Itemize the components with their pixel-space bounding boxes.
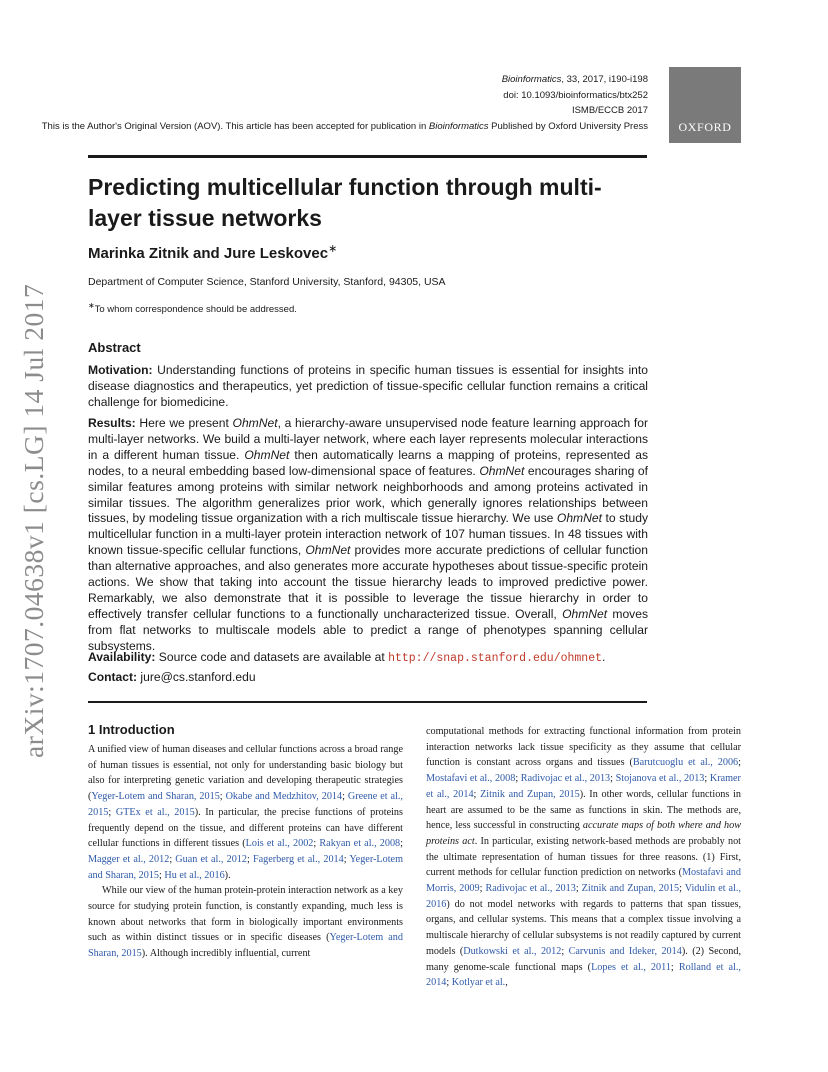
intro-paragraph-2: While our view of the human protein-protein interaction network as a key source for studying protein function, is constantly expanding, much less is known about networks that form in biologically important environments such as within distinct tissues or in specific diseases (Yeger-Lotem and Sharan, 2015). Although incredibly influential, current [88,885,403,960]
citation-link[interactable]: Kramer et al., 2014 [426,773,741,800]
abstract-results: Results: Here we present OhmNet, a hierarchy-aware unsupervised node feature learning approach for multi-layer networks. We build a multi-layer network, where each layer represents molecular interactions in a different human tissue. OhmNet then automatically learns a mapping of proteins, represented as nodes, to a neural embedding based low-dimensional space of features. OhmNet encourages sharing of similar features among proteins with similar network neighborhoods and among proteins activated in similar tissues. The algorithm generalizes prior work, which generally ignores relationships between tissues, by modeling tissue organization with a rich multiscale tissue hierarchy. We use OhmNet to study multicellular function in a multi-layer protein interaction network of 107 human tissues. In 48 tissues with known tissue-specific cellular functions, OhmNet provides more accurate predictions of cellular function than alternative approaches, and also generates more accurate hypotheses about tissue-specific protein actions. We show that taking into account the tissue hierarchy leads to improved predictive power. Remarkably, we also demonstrate that it is possible to leverage the tissue hierarchy in order to effectively transfer cellular functions to a functionally uncharacterized tissue. Overall, OhmNet moves from flat networks to multiscale models able to predict a range of phenotypes spanning cellular subsystems. [88,416,649,653]
citation-link[interactable]: Zitnik and Zupan, 2015 [581,883,680,895]
abstract-motivation: Motivation: Understanding functions of proteins in specific human tissues is essential for insights into disease diagnostics and therapeutics, yet prediction of tissue-specific cellular function remains a critical challenge for biomedicine. [88,363,648,409]
citation-link[interactable]: Kotlyar et al. [451,977,506,989]
correspondence-note: ∗To whom correspondence should be addressed. [88,301,297,316]
citation-link[interactable]: Vidulin et al., 2016 [426,883,741,910]
citation-link[interactable]: Rolland et al., 2014 [426,961,741,989]
citation-link[interactable]: Dutkowski et al., 2012 [463,945,562,957]
arxiv-identifier-stamp: arXiv:1707.04638v1 [cs.LG] 14 Jul 2017 [18,283,49,758]
citation-link[interactable]: Greene et al., 2015 [88,791,403,818]
citation-link[interactable]: Mostafavi and Morris, 2009 [426,867,741,895]
citation-link[interactable]: Yeger-Lotem and Sharan, 2015 [88,853,403,881]
citation-link[interactable]: GTEx et al., 2015 [115,806,195,818]
citation-link[interactable]: Guan et al., 2012 [175,853,247,865]
citation-link[interactable]: Zitnik and Zupan, 2015 [480,788,580,800]
citation-link[interactable]: Lopes et al., 2011 [591,961,671,973]
abstract-availability: Availability: Source code and datasets are available at http://snap.stanford.edu/ohmnet. [88,650,606,665]
abstract-contact: Contact: jure@cs.stanford.edu [88,670,256,684]
journal-citation: Bioinformatics, 33, 2017, i190-i198 [501,74,648,85]
citation-link[interactable]: Rakyan et al., 2008 [319,838,401,850]
body-column-left [88,742,403,962]
body-column-right [426,724,741,991]
intro-paragraph-3: computational methods for extracting functional information from protein interaction networks lack tissue specificity as they assume that cellular function is constant across organs and tissues (Barutcuoglu et al., 2006; Mostafavi et al., 2008; Radivojac et al., 2013; Stojanova et al., 2013; Kramer et al., 2014; Zitnik and Zupan, 2015). In other words, cellular functions in heart are assumed to be the same as functions in skin. The methods are, hence, less successful in constructing accurate maps of both where and how proteins act. In particular, existing network-based methods are probably not the ultimate representation of human tissues for three reasons. (1) First, current methods for cellular function prediction on networks (Mostafavi and Morris, 2009; Radivojac et al., 2013; Zitnik and Zupan, 2015; Vidulin et al., 2016) do not model networks with regards to patterns that span tissues, organs, and cellular systems. This means that a complex tissue involving a multiscale hierarchy of cellular subsystems is not readily captured by current models (Dutkowski et al., 2012; Carvunis and Ideker, 2014). (2) Second, many genome-scale functional maps (Lopes et al., 2011; Rolland et al., 2014; Kotlyar et al., [426,726,742,989]
citation-link[interactable]: Mostafavi et al., 2008 [426,773,516,785]
aov-notice: This is the Author's Original Version (AOV). This article has been accepted for publication in Bioinformatics Published by Oxford University Press [41,120,648,132]
journal-metadata [42,72,648,134]
section-heading-introduction: 1 Introduction [88,722,175,737]
citation-link[interactable]: Lois et al., 2002 [245,838,314,850]
abstract-divider [88,701,647,703]
emphasis-text: accurate maps of both where and how proteins act [426,820,741,847]
abstract-heading: Abstract [88,340,141,355]
citation-link[interactable]: Radivojac et al., 2013 [485,883,576,895]
publisher-logo: OXFORD [669,67,741,143]
citation-link[interactable]: Okabe and Medzhitov, 2014 [225,791,343,803]
paper-title: Predicting multicellular function through multi-layer tissue networks [88,174,602,231]
citation-link[interactable]: Hu et al., 2016 [164,869,225,881]
citation-link[interactable]: Carvunis and Ideker, 2014 [568,945,682,957]
author-list: Marinka Zitnik and Jure Leskovec∗ [88,243,338,262]
code-url-link[interactable]: http://snap.stanford.edu/ohmnet [388,652,602,665]
citation-link[interactable]: Radivojac et al., 2013 [520,773,611,785]
intro-paragraph-1: A unified view of human diseases and cellular functions across a broad range of human tissues is essential, not only for understanding basic biology but also for interpreting genetic variation and developing therapeutic strategies (Yeger-Lotem and Sharan, 2015; Okabe and Medzhitov, 2014; Greene et al., 2015; GTEx et al., 2015). In particular, the precise functions of proteins frequently depend on the tissue, and different proteins can have different cellular functions in different tissues (Lois et al., 2002; Rakyan et al., 2008; Magger et al., 2012; Guan et al., 2012; Fagerberg et al., 2014; Yeger-Lotem and Sharan, 2015; Hu et al., 2016). [88,744,403,881]
header-divider [88,155,647,158]
citation-link[interactable]: Stojanova et al., 2013 [615,773,705,785]
citation-link[interactable]: Yeger-Lotem and Sharan, 2015 [91,791,220,803]
author-affiliation: Department of Computer Science, Stanford University, Stanford, 94305, USA [88,276,446,288]
contact-email[interactable]: jure@cs.stanford.edu [137,670,256,684]
doi-link[interactable]: doi: 10.1093/bioinformatics/btx252 [503,89,648,101]
citation-link[interactable]: Fagerberg et al., 2014 [252,853,344,865]
conference-name: ISMB/ECCB 2017 [571,105,648,116]
citation-link[interactable]: Yeger-Lotem and Sharan, 2015 [88,932,403,960]
citation-link[interactable]: Magger et al., 2012 [88,853,170,865]
citation-link[interactable]: Barutcuoglu et al., 2006 [632,757,739,769]
